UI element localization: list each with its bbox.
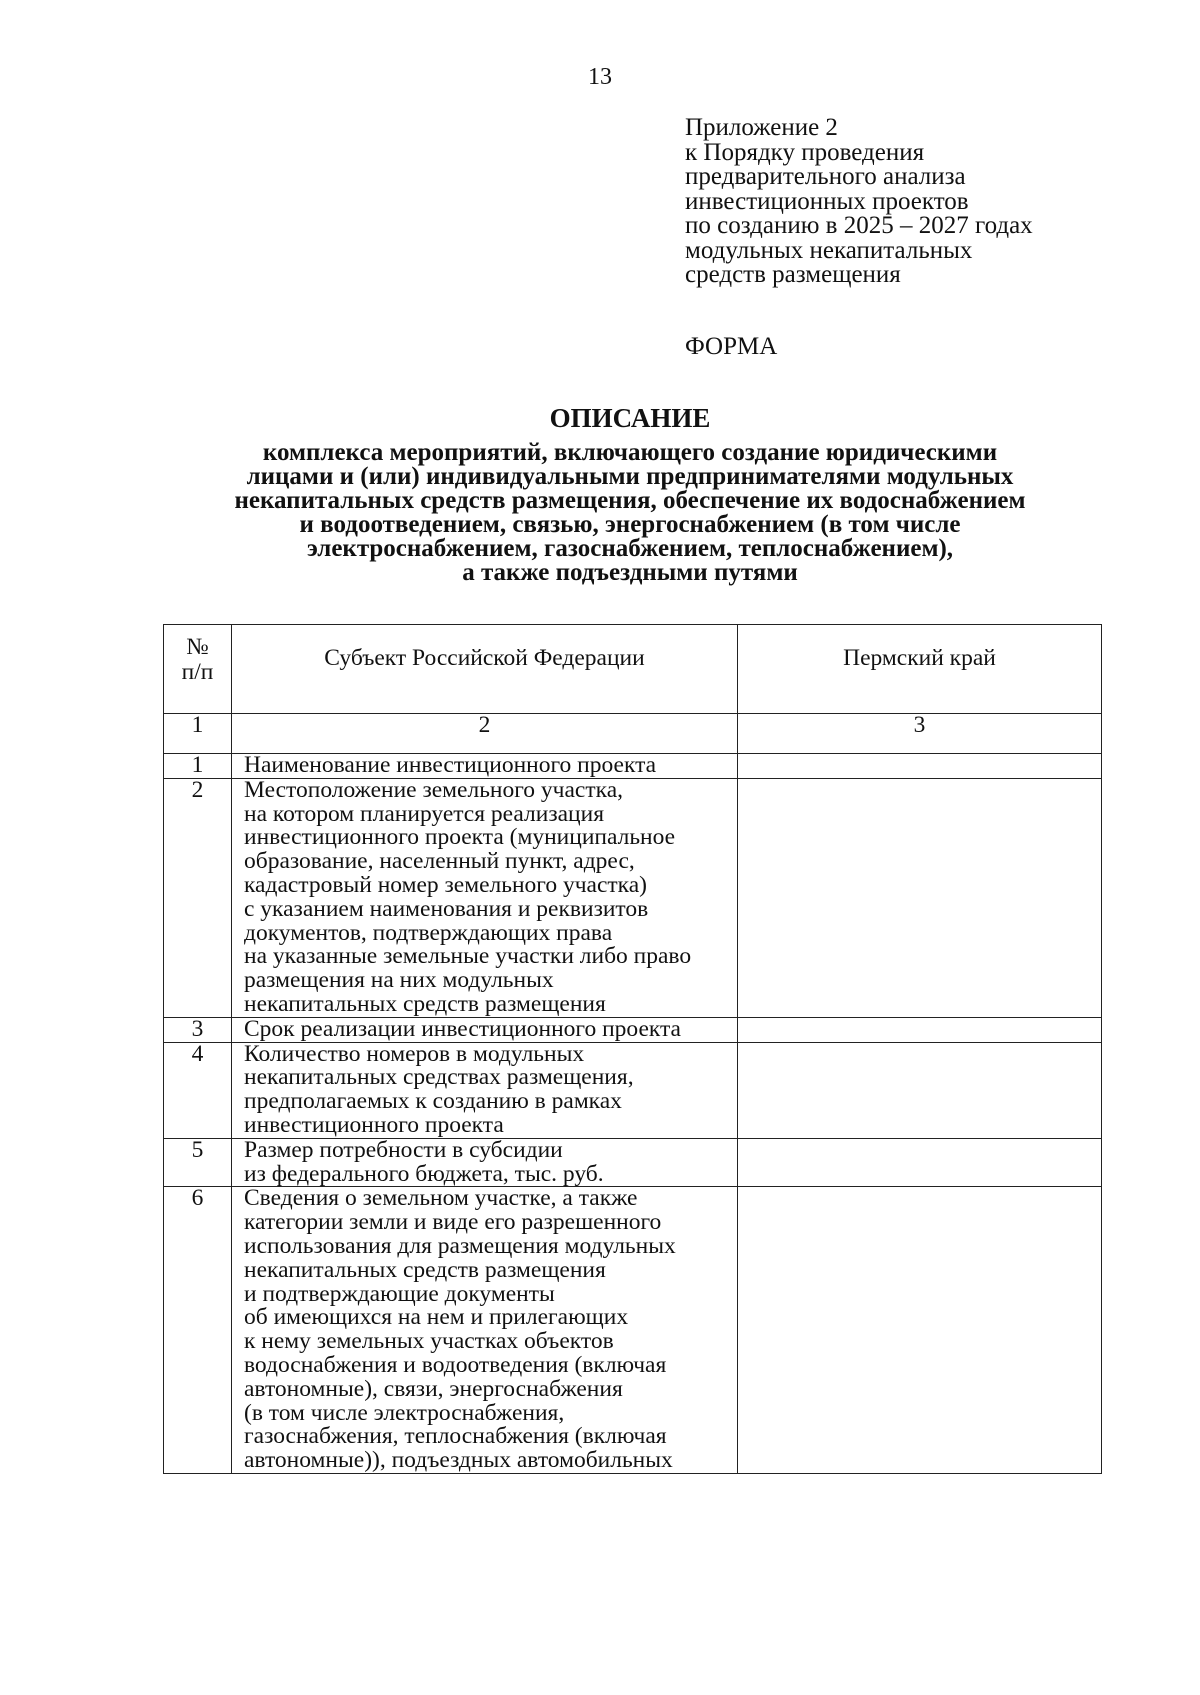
row-label-line: на котором планируется реализация [244,800,605,827]
row-number-cell: 3 [164,1017,232,1042]
appendix-line: по созданию в 2025 – 2027 годах [685,212,1033,239]
page-number: 13 [588,64,612,90]
row-label-line: и подтверждающие документы [244,1280,555,1307]
row-label-line: Количество номеров в модульных [244,1040,585,1067]
index-cell: 3 [738,714,1102,754]
row-label-line: использования для размещения модульных [244,1232,676,1259]
row-label-line: Размер потребности в субсидии [244,1136,563,1163]
row-label-line: автономные), связи, энергоснабжения [244,1375,623,1402]
row-label-line: автономные)), подъездных автомобильных [244,1447,673,1474]
row-label-line: из федерального бюджета, тыс. руб. [244,1160,604,1187]
row-label-line: кадастровый номер земельного участка) [244,871,647,898]
row-label-cell [232,1187,738,1474]
row-value-cell[interactable] [738,754,1102,779]
row-label-line: газоснабжения, теплоснабжения (включая [244,1423,667,1450]
row-label-line: Срок реализации инвестиционного проекта [244,1015,681,1042]
row-label-cell [232,1138,738,1187]
appendix-line: средств размещения [685,261,901,288]
row-label-line: некапитальных средств размещения [244,990,606,1017]
appendix-line: предварительного анализа [685,163,966,190]
table-body [164,754,1102,1474]
row-number-cell: 2 [164,778,232,1017]
header-subject-cell: Субъект Российской Федерации [232,625,738,714]
table-row [164,1017,1102,1042]
row-label-line: Сведения о земельном участке, а также [244,1185,638,1212]
row-number-cell: 1 [164,754,232,779]
table-header-row [164,625,1102,714]
row-value-cell[interactable] [738,1187,1102,1474]
row-number-cell: 6 [164,1187,232,1474]
subtitle-line: лицами и (или) индивидуальными предпринимателями модульных [246,463,1014,490]
appendix-line: Приложение 2 [685,114,838,141]
row-label-line: Наименование инвестиционного проекта [244,752,657,778]
row-label-line: об имеющихся на нем и прилегающих [244,1304,629,1331]
index-cell: 2 [232,714,738,754]
appendix-reference [685,116,1165,288]
row-label-line: некапитальных средств размещения [244,1256,606,1283]
row-label-line: Местоположение земельного участка, [244,776,623,803]
table-row [164,754,1102,779]
subtitle-line: электроснабжением, газоснабжением, теплоснабжением), [306,535,954,562]
subtitle-line: и водоотведением, связью, энергоснабжением (в том числе [299,511,961,538]
subtitle-line: некапитальных средств размещения, обеспечение их водоснабжением [234,487,1026,514]
index-cell: 1 [164,714,232,754]
row-label-line: размещения на них модульных [244,967,554,994]
row-label-line: на указанные земельные участки либо право [244,943,692,970]
row-label-line: категории земли и виде его разрешенного [244,1209,662,1236]
table-row [164,1187,1102,1474]
header-num-label: № [186,634,209,660]
header-num-label: п/п [181,659,214,685]
row-label-line: инвестиционного проекта (муниципальное [244,824,676,851]
row-label-cell [232,1017,738,1042]
row-label-line: предполагаемых к созданию в рамках [244,1088,622,1115]
row-label-cell [232,778,738,1017]
row-label-line: образование, населенный пункт, адрес, [244,848,635,875]
appendix-line: к Порядку проведения [685,138,925,166]
row-label-line: документов, подтверждающих права [244,919,613,946]
subtitle-line: а также подъездными путями [462,559,798,586]
table-row [164,778,1102,1017]
document-title: ОПИСАНИЕ [549,403,711,433]
row-label-line: водоснабжения и водоотведения (включая [244,1351,667,1378]
row-value-cell[interactable] [738,1138,1102,1187]
header-num-cell [164,625,232,714]
row-value-cell[interactable] [738,1017,1102,1042]
row-value-cell[interactable] [738,1042,1102,1138]
appendix-line: модульных некапитальных [685,236,973,264]
table-row [164,1042,1102,1138]
row-label-line: (в том числе электроснабжения, [244,1399,565,1426]
row-label-line: инвестиционного проекта [244,1111,504,1138]
form-label: ФОРМА [685,333,778,360]
row-number-cell: 5 [164,1138,232,1187]
document-subtitle [150,441,1110,585]
subtitle-line: комплекса мероприятий, включающего создание юридическими [262,439,998,466]
row-label-cell [232,1042,738,1138]
table-row [164,1138,1102,1187]
row-label-line: некапитальных средствах размещения, [244,1064,634,1091]
row-label-line: с указанием наименования и реквизитов [244,895,649,922]
row-label-line: к нему земельных участках объектов [244,1328,614,1355]
description-form-table [163,624,1102,1474]
table-index-row [164,714,1102,754]
row-value-cell[interactable] [738,778,1102,1017]
row-number-cell: 4 [164,1042,232,1138]
appendix-line: инвестиционных проектов [685,187,969,215]
header-region-cell: Пермский край [738,625,1102,714]
row-label-cell [232,754,738,779]
